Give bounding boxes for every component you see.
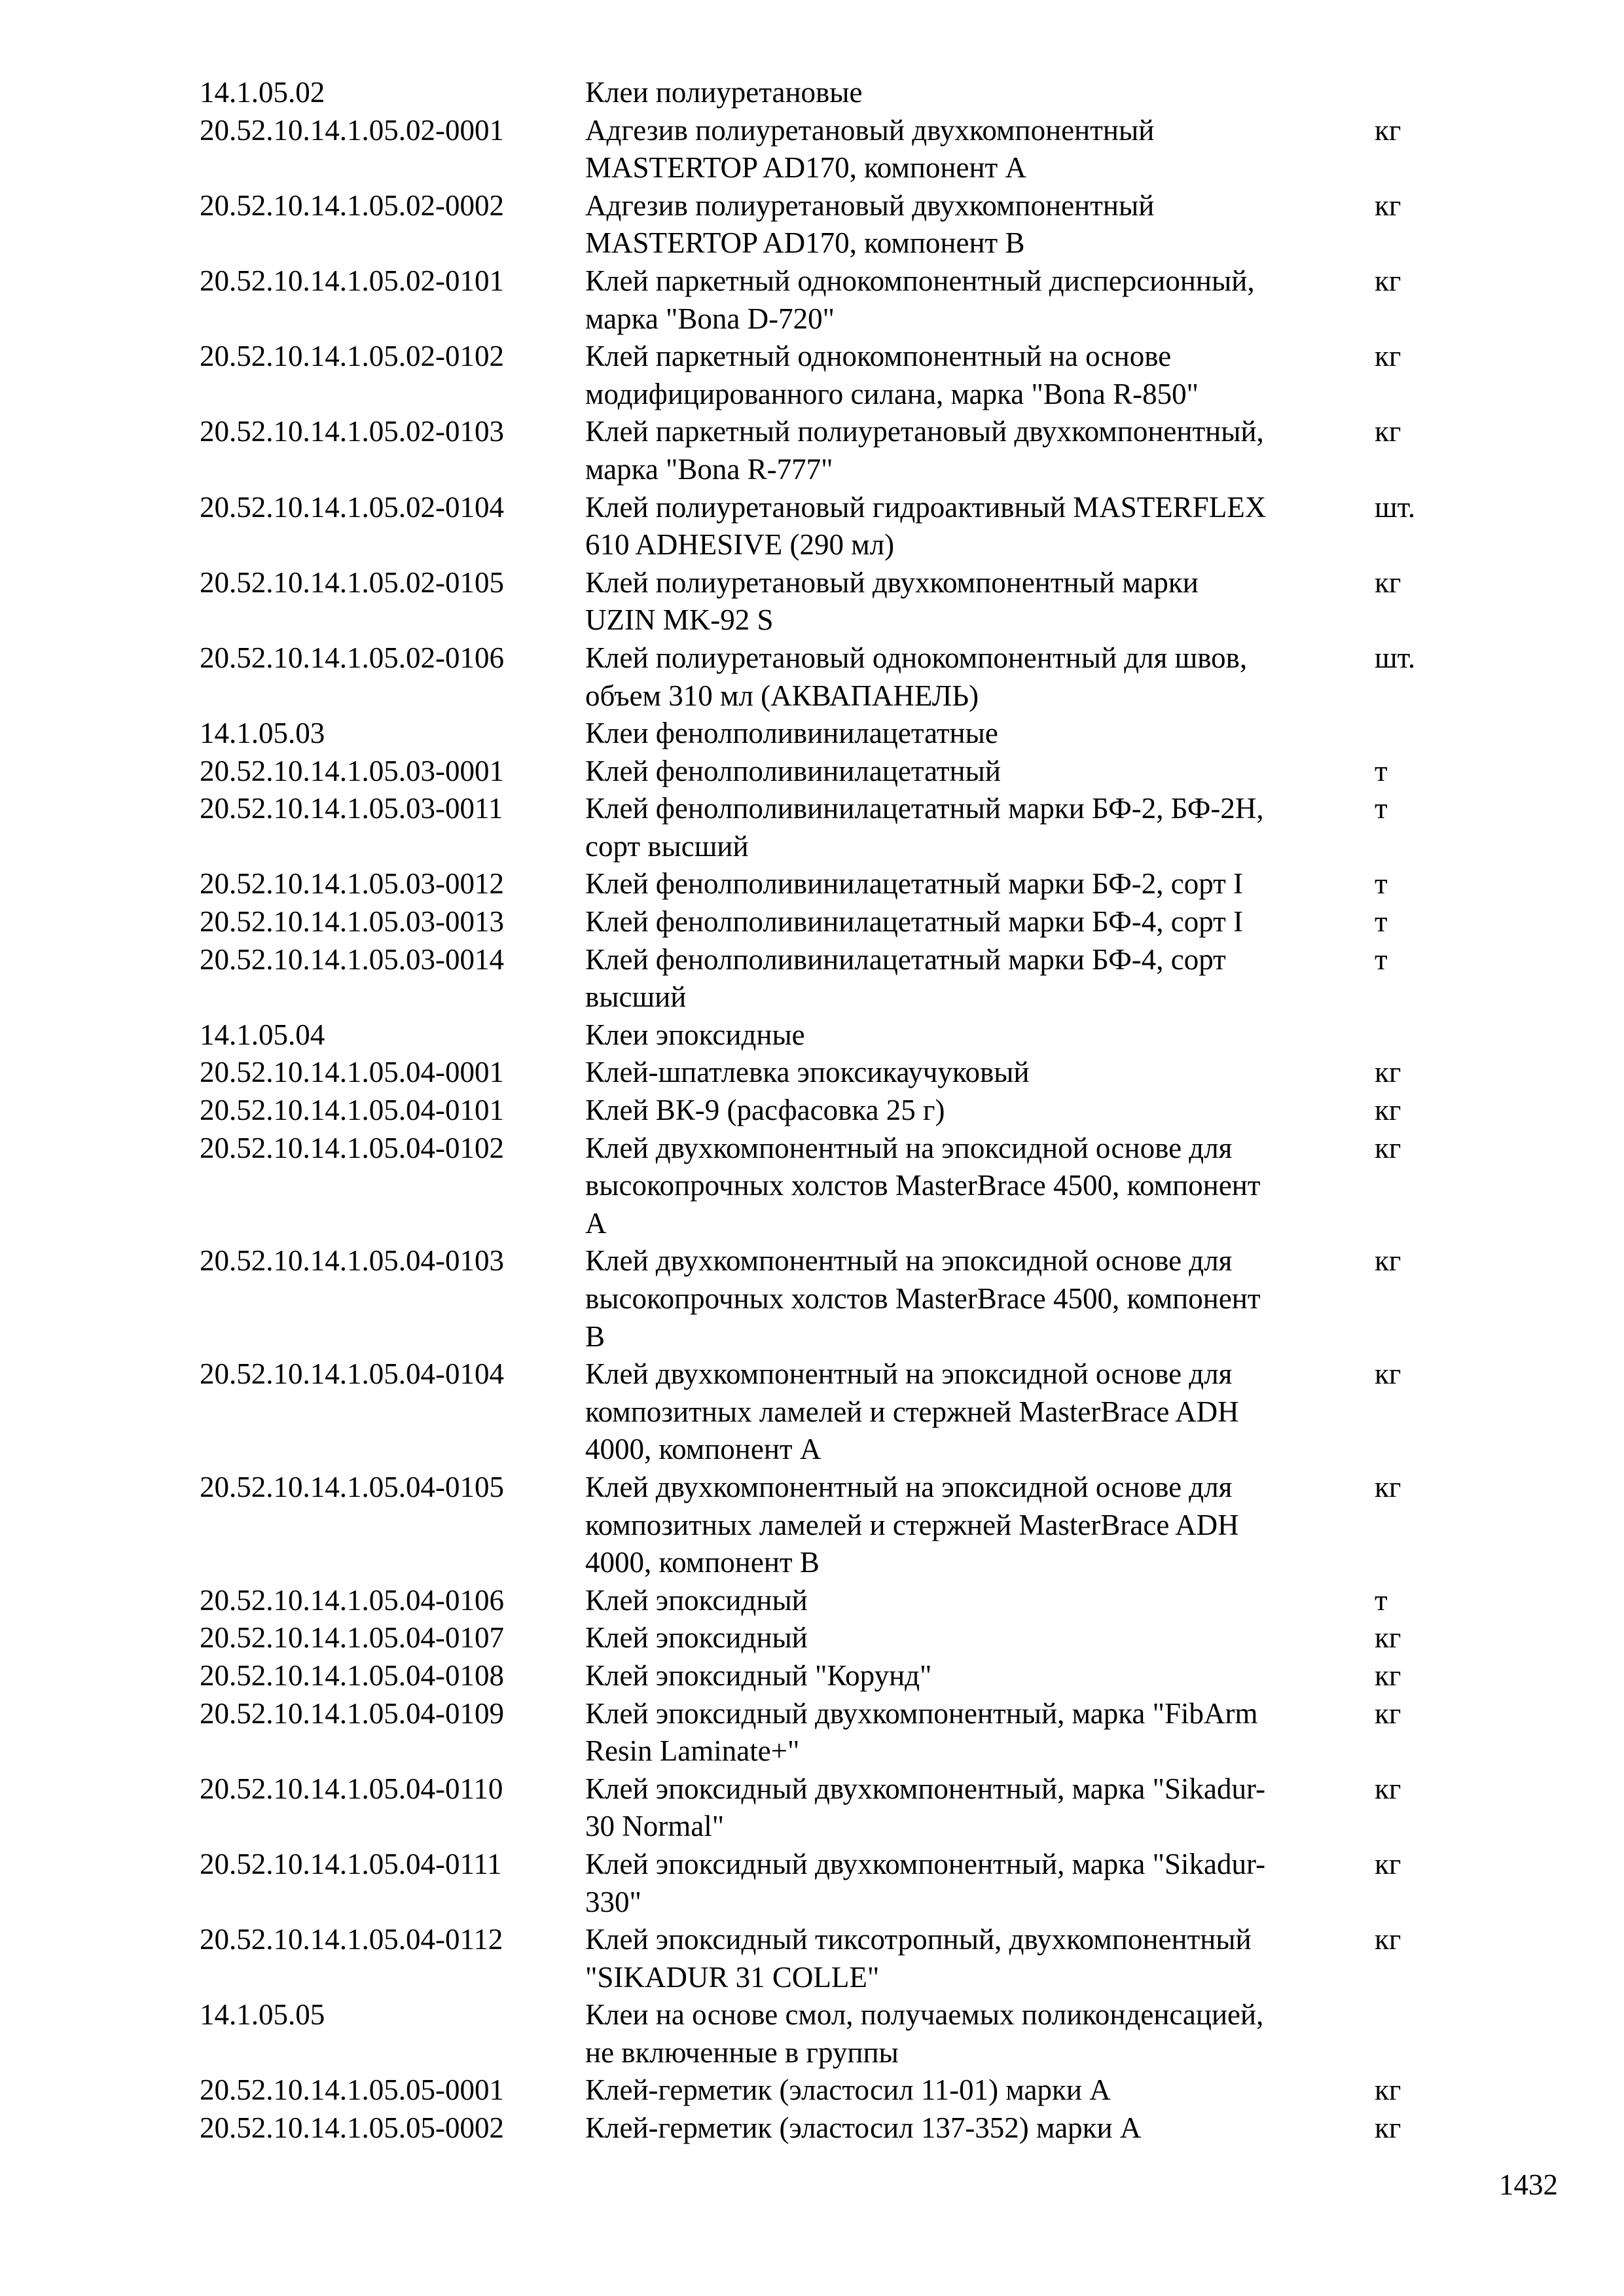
item-name xyxy=(585,1770,1364,1846)
item-name-line: Клей эпоксидный xyxy=(585,1621,808,1655)
item-name-line: UZIN MK-92 S xyxy=(585,603,774,637)
item-name xyxy=(585,2109,1364,2147)
item-unit: кг xyxy=(1375,1772,1401,1805)
item-code: 20.52.10.14.1.05.02-0101 xyxy=(200,264,504,297)
item-name-line: Клей эпоксидный двухкомпонентный, марка "Sikadur- xyxy=(585,1847,1266,1880)
item-name xyxy=(585,262,1364,338)
item-name-line: Клей эпоксидный xyxy=(585,1583,808,1617)
item-name-line: 4000, компонент В xyxy=(585,1546,820,1579)
item-unit: т xyxy=(1375,754,1388,787)
item-code: 20.52.10.14.1.05.05-0002 xyxy=(200,2111,504,2145)
item-code: 20.52.10.14.1.05.02-0002 xyxy=(200,188,504,222)
table-row xyxy=(200,1619,1443,1657)
item-name xyxy=(585,903,1364,941)
item-name-line: Клей двухкомпонентный на эпоксидной основе для xyxy=(585,1357,1233,1391)
item-code: 20.52.10.14.1.05.03-0014 xyxy=(200,942,504,976)
item-name xyxy=(585,639,1364,715)
item-code: 20.52.10.14.1.05.03-0013 xyxy=(200,905,504,939)
item-name-line: Клей фенолполивинилацетатный марки БФ-2, сорт I xyxy=(585,867,1244,901)
item-unit: кг xyxy=(1375,1094,1401,1127)
item-name-line: Клей полиуретановый однокомпонентный для швов, xyxy=(585,641,1248,674)
item-name-line: не включенные в группы xyxy=(585,2036,899,2069)
item-code: 20.52.10.14.1.05.04-0001 xyxy=(200,1056,504,1089)
item-code: 20.52.10.14.1.05.02-0102 xyxy=(200,340,504,373)
item-name-line: марка "Bona R-777" xyxy=(585,452,833,486)
table-row xyxy=(200,1657,1443,1695)
item-name-line: высокопрочных холстов MasterBrace 4500, компонент xyxy=(585,1169,1261,1202)
item-name xyxy=(585,2072,1364,2109)
item-name xyxy=(585,1242,1364,1355)
item-name-line: композитных ламелей и стержней MasterBrace ADH xyxy=(585,1508,1239,1541)
item-name-line: марка "Bona D-720" xyxy=(585,302,835,335)
item-name xyxy=(585,1657,1364,1695)
item-code: 20.52.10.14.1.05.04-0104 xyxy=(200,1357,504,1391)
item-unit: кг xyxy=(1375,1659,1401,1692)
item-code: 20.52.10.14.1.05.04-0103 xyxy=(200,1244,504,1278)
item-name xyxy=(585,564,1364,639)
item-unit: кг xyxy=(1375,1131,1401,1164)
item-name-line: высший xyxy=(585,980,687,1014)
catalog-table xyxy=(200,74,1443,2147)
item-code: 20.52.10.14.1.05.02-0105 xyxy=(200,565,504,599)
item-name xyxy=(585,1469,1364,1582)
item-name-line: Клей паркетный полиуретановый двухкомпонентный, xyxy=(585,415,1264,448)
item-name xyxy=(585,1996,1364,2072)
item-name-line: Клей полиуретановый гидроактивный MASTERFLEX xyxy=(585,490,1267,524)
table-row xyxy=(200,1921,1443,1996)
table-row xyxy=(200,1242,1443,1355)
item-unit: кг xyxy=(1375,1696,1401,1730)
item-name-line: Клеи эпоксидные xyxy=(585,1018,805,1051)
item-name-line: Адгезив полиуретановый двухкомпонентный xyxy=(585,188,1155,222)
item-name xyxy=(585,753,1364,791)
item-name-line: Клей фенолполивинилацетатный xyxy=(585,754,1001,787)
table-row xyxy=(200,187,1443,262)
table-row xyxy=(200,262,1443,338)
item-code: 20.52.10.14.1.05.04-0101 xyxy=(200,1094,504,1127)
item-code: 20.52.10.14.1.05.03-0012 xyxy=(200,867,504,901)
item-name-line: Клей эпоксидный тиксотропный, двухкомпонентный xyxy=(585,1923,1252,1956)
item-name xyxy=(585,865,1364,903)
item-code: 20.52.10.14.1.05.02-0103 xyxy=(200,415,504,448)
table-row xyxy=(200,112,1443,187)
item-name-line: Клей эпоксидный двухкомпонентный, марка "Sikadur- xyxy=(585,1772,1266,1805)
table-row xyxy=(200,941,1443,1016)
item-name-line: 30 Normal" xyxy=(585,1810,725,1843)
item-unit: кг xyxy=(1375,1357,1401,1391)
item-unit: кг xyxy=(1375,340,1401,373)
item-name-line: Клей паркетный однокомпонентный на основе xyxy=(585,340,1172,373)
item-code: 14.1.05.05 xyxy=(200,1998,325,2032)
table-row xyxy=(200,1695,1443,1770)
item-unit: кг xyxy=(1375,2111,1401,2145)
table-row xyxy=(200,1054,1443,1092)
table-row xyxy=(200,1582,1443,1620)
item-unit: кг xyxy=(1375,1470,1401,1503)
item-name-line: Клей-шпатлевка эпоксикаучуковый xyxy=(585,1056,1030,1089)
table-row xyxy=(200,413,1443,488)
item-name-line: композитных ламелей и стержней MasterBrace ADH xyxy=(585,1395,1239,1428)
item-name-line: 4000, компонент А xyxy=(585,1433,821,1466)
item-name-line: MASTERTOP AD170, компонент В xyxy=(585,226,1025,260)
item-name-line: Клей-герметик (эластосил 11-01) марки А xyxy=(585,2073,1111,2107)
table-row xyxy=(200,338,1443,413)
item-name-line: Клей эпоксидный двухкомпонентный, марка "FibArm xyxy=(585,1696,1258,1730)
item-unit: кг xyxy=(1375,1621,1401,1655)
item-name xyxy=(585,112,1364,187)
table-row xyxy=(200,753,1443,791)
item-unit: кг xyxy=(1375,188,1401,222)
table-row xyxy=(200,1469,1443,1582)
item-name xyxy=(585,1921,1364,1996)
table-row xyxy=(200,2072,1443,2109)
item-code: 20.52.10.14.1.05.03-0011 xyxy=(200,792,503,825)
item-code: 20.52.10.14.1.05.04-0107 xyxy=(200,1621,504,1655)
item-name xyxy=(585,1846,1364,1921)
item-unit: кг xyxy=(1375,264,1401,297)
item-name-line: Клей фенолполивинилацетатный марки БФ-2, БФ-2Н, xyxy=(585,792,1264,825)
item-name xyxy=(585,413,1364,488)
item-code: 20.52.10.14.1.05.04-0110 xyxy=(200,1772,503,1805)
item-name-line: Клей фенолполивинилацетатный марки БФ-4, сорт I xyxy=(585,905,1244,939)
item-unit: т xyxy=(1375,792,1388,825)
item-code: 20.52.10.14.1.05.05-0001 xyxy=(200,2073,504,2107)
item-code: 20.52.10.14.1.05.04-0105 xyxy=(200,1470,504,1503)
item-code: 14.1.05.02 xyxy=(200,76,325,109)
item-name-line: Клей ВК-9 (расфасовка 25 г) xyxy=(585,1094,945,1127)
table-row xyxy=(200,1846,1443,1921)
table-row xyxy=(200,1092,1443,1130)
item-name xyxy=(585,338,1364,413)
item-name xyxy=(585,1695,1364,1770)
item-name-line: А xyxy=(585,1206,607,1240)
item-name xyxy=(585,187,1364,262)
item-name-line: Клеи фенолполивинилацетатные xyxy=(585,717,998,750)
item-name xyxy=(585,1130,1364,1243)
item-name xyxy=(585,74,1364,112)
item-name-line: 330" xyxy=(585,1885,641,1918)
table-row xyxy=(200,1355,1443,1469)
group-heading-row xyxy=(200,1016,1443,1054)
item-unit: шт. xyxy=(1375,641,1416,674)
item-name-line: Адгезив полиуретановый двухкомпонентный xyxy=(585,113,1155,147)
item-unit: кг xyxy=(1375,113,1401,147)
item-name-line: высокопрочных холстов MasterBrace 4500, компонент xyxy=(585,1282,1261,1315)
item-name-line: Клей эпоксидный "Корунд" xyxy=(585,1659,932,1692)
item-unit: кг xyxy=(1375,1847,1401,1880)
page-number: 1432 xyxy=(1499,2168,1558,2201)
item-name-line: Клей полиуретановый двухкомпонентный марки xyxy=(585,565,1199,599)
item-name-line: 610 ADHESIVE (290 мл) xyxy=(585,528,895,562)
item-code: 20.52.10.14.1.05.04-0111 xyxy=(200,1847,502,1880)
item-code: 20.52.10.14.1.05.02-0104 xyxy=(200,490,504,524)
item-name xyxy=(585,715,1364,753)
item-name xyxy=(585,1092,1364,1130)
item-name-line: Клей паркетный однокомпонентный дисперсионный, xyxy=(585,264,1255,297)
item-name xyxy=(585,1054,1364,1092)
item-unit: кг xyxy=(1375,1244,1401,1278)
item-name-line: объем 310 мл (АКВАПАНЕЛЬ) xyxy=(585,679,979,712)
item-unit: т xyxy=(1375,867,1388,901)
group-heading-row xyxy=(200,74,1443,112)
item-name-line: Клеи полиуретановые xyxy=(585,76,863,109)
item-code: 20.52.10.14.1.05.02-0001 xyxy=(200,113,504,147)
item-name-line: Клей двухкомпонентный на эпоксидной основе для xyxy=(585,1470,1233,1503)
item-name xyxy=(585,1016,1364,1054)
item-code: 20.52.10.14.1.05.02-0106 xyxy=(200,641,504,674)
item-name-line: Resin Laminate+" xyxy=(585,1734,800,1768)
item-code: 20.52.10.14.1.05.04-0102 xyxy=(200,1131,504,1164)
item-name xyxy=(585,1582,1364,1620)
item-name-line: модифицированного силана, марка "Bona R-850" xyxy=(585,377,1199,410)
item-name-line: В xyxy=(585,1319,605,1353)
item-unit: кг xyxy=(1375,2073,1401,2107)
table-row xyxy=(200,790,1443,865)
item-name-line: Клей двухкомпонентный на эпоксидной основе для xyxy=(585,1131,1233,1164)
item-name-line: сорт высший xyxy=(585,829,749,863)
item-name xyxy=(585,489,1364,564)
item-code: 20.52.10.14.1.05.04-0109 xyxy=(200,1696,504,1730)
item-name-line: Клей-герметик (эластосил 137-352) марки А xyxy=(585,2111,1142,2145)
table-row xyxy=(200,865,1443,903)
item-unit: т xyxy=(1375,905,1388,939)
table-row xyxy=(200,2109,1443,2147)
item-unit: кг xyxy=(1375,565,1401,599)
group-heading-row xyxy=(200,1996,1443,2072)
item-code: 14.1.05.03 xyxy=(200,717,325,750)
item-unit: т xyxy=(1375,1583,1388,1617)
item-unit: шт. xyxy=(1375,490,1416,524)
table-row xyxy=(200,903,1443,941)
item-unit: кг xyxy=(1375,415,1401,448)
item-name xyxy=(585,790,1364,865)
item-name-line: MASTERTOP AD170, компонент А xyxy=(585,151,1026,185)
item-unit: т xyxy=(1375,942,1388,976)
item-name xyxy=(585,1355,1364,1469)
item-unit: кг xyxy=(1375,1923,1401,1956)
table-row xyxy=(200,1770,1443,1846)
item-name xyxy=(585,941,1364,1016)
item-name-line: Клей двухкомпонентный на эпоксидной основе для xyxy=(585,1244,1233,1278)
table-row xyxy=(200,639,1443,715)
item-code: 14.1.05.04 xyxy=(200,1018,325,1051)
item-name xyxy=(585,1619,1364,1657)
item-code: 20.52.10.14.1.05.04-0106 xyxy=(200,1583,504,1617)
item-name-line: Клеи на основе смол, получаемых поликонденсацией, xyxy=(585,1998,1264,2032)
table-row xyxy=(200,1130,1443,1243)
item-code: 20.52.10.14.1.05.03-0001 xyxy=(200,754,504,787)
item-code: 20.52.10.14.1.05.04-0108 xyxy=(200,1659,504,1692)
item-code: 20.52.10.14.1.05.04-0112 xyxy=(200,1923,503,1956)
item-name-line: "SIKADUR 31 COLLE" xyxy=(585,1960,880,1994)
table-row xyxy=(200,564,1443,639)
item-unit: кг xyxy=(1375,1056,1401,1089)
item-name-line: Клей фенолполивинилацетатный марки БФ-4, сорт xyxy=(585,942,1226,976)
group-heading-row xyxy=(200,715,1443,753)
table-row xyxy=(200,489,1443,564)
